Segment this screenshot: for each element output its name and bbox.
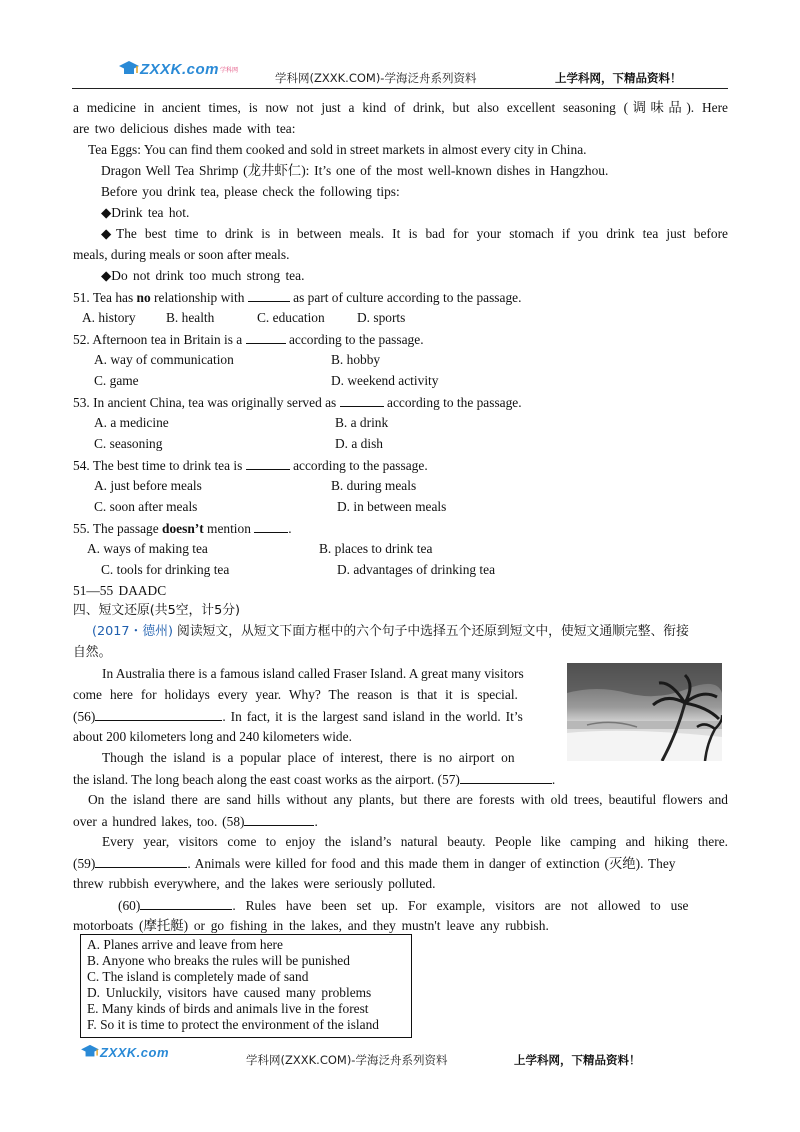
question-52-stem (73, 329, 424, 350)
tip-1: ◆Drink tea hot. (101, 205, 190, 220)
blank-56-label: (56) (73, 709, 96, 724)
tip-2-line-1: ◆The best time to drink is in between meals. It is bad for your stomach if you drink tea just before (101, 226, 728, 241)
q52-blank[interactable] (246, 329, 286, 344)
blank-58[interactable] (244, 811, 314, 826)
option-d[interactable]: D. Unluckily, visitors have caused many problems (87, 985, 372, 1000)
source-label: (2017・德州) (92, 624, 173, 639)
p3-l2-period: . (314, 814, 318, 829)
option-b[interactable]: B. Anyone who breaks the rules will be punished (87, 953, 350, 968)
p4-l2-text: . Animals were killed for food and this made them in danger of extinction (灭绝). They (187, 856, 676, 871)
blank-59[interactable] (95, 853, 187, 868)
article-p5-line-2: motorboats (摩托艇) or go fishing in the lakes, and they mustn't leave any rubbish. (73, 918, 549, 933)
p1-l3-text: . In fact, it is the largest sand island in the world. It’s (222, 709, 523, 724)
answer-key: 51—55 DAADC (73, 583, 167, 598)
q55-option-c[interactable]: C. tools for drinking tea (101, 562, 230, 577)
q55-stem-c: . (288, 521, 292, 536)
q53-stem-a: 53. In ancient China, tea was originally served as (73, 395, 337, 410)
q53-option-c[interactable]: C. seasoning (94, 436, 163, 451)
passage-line-4: Dragon Well Tea Shrimp (龙井虾仁): It’s one of the most well-known dishes in Hangzhou. (101, 163, 609, 178)
q54-option-b[interactable]: B. during meals (331, 478, 417, 493)
passage-line-5: Before you drink tea, please check the following tips: (101, 184, 400, 199)
q51-stem-c: as part of culture according to the passage. (293, 290, 522, 305)
q53-stem-b: according to the passage. (387, 395, 522, 410)
article-p1-line-4: about 200 kilometers long and 240 kilometers wide. (73, 729, 352, 744)
p5-l1-text: . Rules have been set up. For example, visitors are not allowed to use (232, 898, 689, 913)
header-logo-text: ZXXK.com (140, 60, 220, 78)
p3-l2-text: over a hundred lakes, too. (58) (73, 814, 245, 829)
passage-line-3: Tea Eggs: You can find them cooked and sold in street markets in almost every city in China. (88, 142, 587, 157)
q55-stem-bold: doesn’t (162, 521, 204, 536)
article-p1-line-1: In Australia there is a famous island called Fraser Island. A great many visitors (102, 666, 524, 681)
question-55-stem (73, 518, 292, 539)
footer-right-text: 上学科网，下精品资料！ (514, 1053, 641, 1067)
q52-option-a[interactable]: A. way of communication (94, 352, 234, 367)
section-4-instruction (92, 622, 689, 642)
q55-option-d[interactable]: D. advantages of drinking tea (337, 562, 496, 577)
option-e[interactable]: E. Many kinds of birds and animals live in the forest (87, 1001, 369, 1016)
p2-l2-text: the island. The long beach along the east coast works as the airport. (57) (73, 772, 460, 787)
blank-56[interactable] (95, 706, 222, 721)
option-f[interactable]: F. So it is time to protect the environment of the island (87, 1017, 379, 1032)
instruction-text-a: 阅读短文，从短文下面方框中的六个句子中选择五个还原到短文中，使短文通顺完整、衔接 (172, 624, 689, 639)
header-logo (118, 60, 238, 78)
q52-option-b[interactable]: B. hobby (331, 352, 381, 367)
q51-stem-b: relationship with (150, 290, 245, 305)
header-logo-sub: 学科网 (220, 67, 239, 74)
q55-option-a[interactable]: A. ways of making tea (87, 541, 208, 556)
question-51-stem (73, 287, 521, 308)
option-c[interactable]: C. The island is completely made of sand (87, 969, 309, 984)
passage-line-2: are two delicious dishes made with tea: (73, 121, 296, 136)
q54-stem-b: according to the passage. (293, 458, 428, 473)
tip-3: ◆Do not drink too much strong tea. (101, 268, 305, 283)
footer-logo (80, 1044, 169, 1060)
q51-option-c[interactable]: C. education (257, 310, 325, 325)
q53-blank[interactable] (340, 392, 384, 407)
blank-57[interactable] (460, 769, 552, 784)
q54-option-d[interactable]: D. in between meals (337, 499, 447, 514)
header-center-text: 学科网(ZXXK.COM)-学海泛舟系列资料 (275, 71, 477, 85)
q55-stem-b: mention (203, 521, 251, 536)
article-p4-line-1: Every year, visitors come to enjoy the island’s natural beauty. People like camping and hiking there. (102, 834, 728, 849)
beach-palm-image (567, 663, 722, 761)
q52-option-c[interactable]: C. game (94, 373, 139, 388)
question-53-stem (73, 392, 522, 413)
article-p3-line-2 (73, 811, 318, 832)
header-right-text: 上学科网，下精品资料！ (555, 71, 682, 85)
q53-option-a[interactable]: A. a medicine (94, 415, 169, 430)
footer-center-text: 学科网(ZXXK.COM)-学海泛舟系列资料 (246, 1053, 448, 1067)
p2-l2-period: . (551, 772, 556, 787)
q53-option-b[interactable]: B. a drink (335, 415, 389, 430)
beach-photo (567, 663, 722, 761)
tip-2-line-2: meals, during meals or soon after meals. (73, 247, 290, 262)
article-p4-line-3: threw rubbish everywhere, and the lakes were seriously polluted. (73, 876, 436, 891)
blank-60-label: (60) (118, 898, 141, 913)
graduation-cap-icon (80, 1044, 100, 1060)
graduation-cap-icon (118, 60, 140, 78)
section-4-instruction-cont: 自然。 (73, 645, 112, 660)
q53-option-d[interactable]: D. a dish (335, 436, 383, 451)
q55-stem-a: 55. The passage (73, 521, 163, 536)
option-a[interactable]: A. Planes arrive and leave from here (87, 937, 283, 952)
blank-59-label: (59) (73, 856, 96, 871)
q52-stem-b: according to the passage. (288, 332, 424, 347)
article-p1-line-2: come here for holidays every year. Why? The reason is that it is special. (73, 687, 518, 702)
q52-option-d[interactable]: D. weekend activity (331, 373, 439, 388)
section-4-heading: 四、短文还原(共5空，计5分) (73, 603, 241, 618)
article-p3-line-1: On the island there are sand hills without any plants, but there are forests with old trees, beautiful flowers and (88, 792, 728, 807)
q54-option-c[interactable]: C. soon after meals (94, 499, 198, 514)
passage-line-1: a medicine in ancient times, is now not just a kind of drink, but also excellent seasoning (调味品). Here (73, 100, 728, 115)
article-p1-line-3 (73, 706, 523, 727)
q51-stem-a: 51. Tea has (73, 290, 137, 305)
q55-blank[interactable] (254, 518, 288, 533)
q51-option-b[interactable]: B. health (166, 310, 215, 325)
q51-option-a[interactable]: A. history (82, 310, 136, 325)
q55-option-b[interactable]: B. places to drink tea (319, 541, 433, 556)
q54-stem-a: 54. The best time to drink tea is (73, 458, 243, 473)
article-p4-line-2 (73, 853, 676, 874)
q51-blank[interactable] (248, 287, 290, 302)
footer-logo-text: ZXXK.com (100, 1044, 170, 1060)
article-p5-line-1 (118, 895, 689, 916)
q51-stem-bold: no (136, 290, 151, 305)
q54-blank[interactable] (246, 455, 290, 470)
q54-option-a[interactable]: A. just before meals (94, 478, 202, 493)
article-p2-line-1: Though the island is a popular place of interest, there is no airport on (102, 750, 515, 765)
q51-option-d[interactable]: D. sports (357, 310, 406, 325)
q52-stem-a: 52. Afternoon tea in Britain is a (73, 332, 243, 347)
blank-60[interactable] (140, 895, 232, 910)
question-54-stem (73, 455, 428, 476)
header-rule (72, 88, 728, 89)
article-p2-line-2 (73, 769, 555, 790)
